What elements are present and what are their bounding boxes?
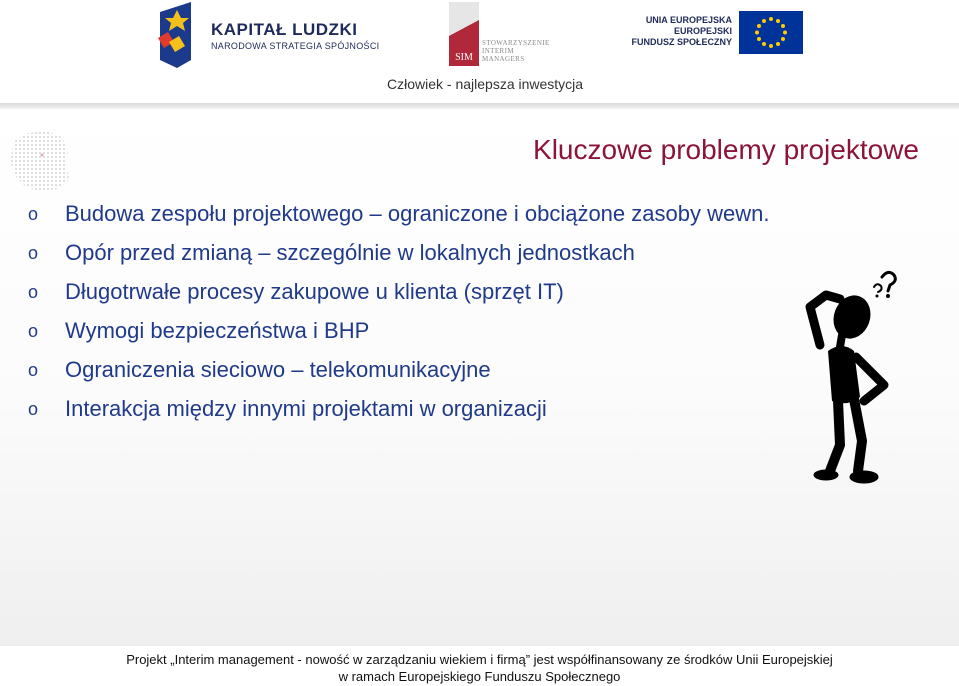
bullet-marker: o xyxy=(28,321,39,341)
kapital-ludzki-title: KAPITAŁ LUDZKI xyxy=(211,20,358,39)
bullet-text: Ograniczenia sieciowo – telekomunikacyjne xyxy=(65,357,491,382)
bullet-text: Długotrwałe procesy zakupowe u klienta (sprzęt IT) xyxy=(65,279,564,304)
sim-logo-label: SIM xyxy=(455,52,473,63)
eu-line-3: FUNDUSZ SPOŁECZNY xyxy=(631,37,732,47)
tagline: Człowiek - najlepsza inwestycja xyxy=(387,76,584,92)
eu-text xyxy=(612,15,732,48)
bullet-item xyxy=(28,277,808,316)
sim-line-3: MANAGERS xyxy=(482,55,525,63)
sim-text xyxy=(482,39,562,63)
eu-line-1: UNIA EUROPEJSKA xyxy=(645,15,732,25)
sim-line-2: INTERIM xyxy=(482,47,514,55)
bullet-marker: o xyxy=(28,243,39,263)
bullet-item xyxy=(28,199,808,238)
bullet-marker: o xyxy=(28,360,39,380)
bullet-item xyxy=(28,394,808,433)
bullet-text: Opór przed zmianą – szczególnie w lokalnych jednostkach xyxy=(65,240,635,265)
eu-flag-icon xyxy=(739,11,803,54)
bullet-marker: o xyxy=(28,204,39,224)
footer-text xyxy=(0,651,959,685)
eu-line-2: EUROPEJSKI xyxy=(673,26,732,36)
slide-title: Kluczowe problemy projektowe xyxy=(533,134,919,165)
kapital-ludzki-logo-icon xyxy=(155,2,197,68)
kapital-ludzki-subtitle: NARODOWA STRATEGIA SPÓJNOŚCI xyxy=(211,41,380,51)
footer-line-1: Projekt „Interim management - nowość w zarządzaniu wiekiem i firmą” jest współfinansowany ze środków Unii Europejskiej xyxy=(126,652,833,667)
sim-line-1: STOWARZYSZENIE xyxy=(482,39,550,47)
bullet-marker: o xyxy=(28,282,39,302)
bullet-item xyxy=(28,316,808,355)
bullet-item xyxy=(28,355,808,394)
bullet-list xyxy=(28,199,808,433)
bullet-text: Interakcja między innymi projektami w organizacji xyxy=(65,396,547,421)
bullet-text: Budowa zespołu projektowego – ograniczone i obciążone zasoby wewn. xyxy=(65,201,770,226)
bullet-item xyxy=(28,238,808,277)
bullet-marker: o xyxy=(28,399,39,419)
sim-logo-icon xyxy=(449,2,479,66)
footer-line-2: w ramach Europejskiego Funduszu Społecznego xyxy=(338,669,621,684)
header-bar xyxy=(0,0,959,102)
confused-stick-figure-icon xyxy=(800,265,910,495)
bullet-text: Wymogi bezpieczeństwa i BHP xyxy=(65,318,370,343)
poland-map-icon xyxy=(6,127,76,197)
